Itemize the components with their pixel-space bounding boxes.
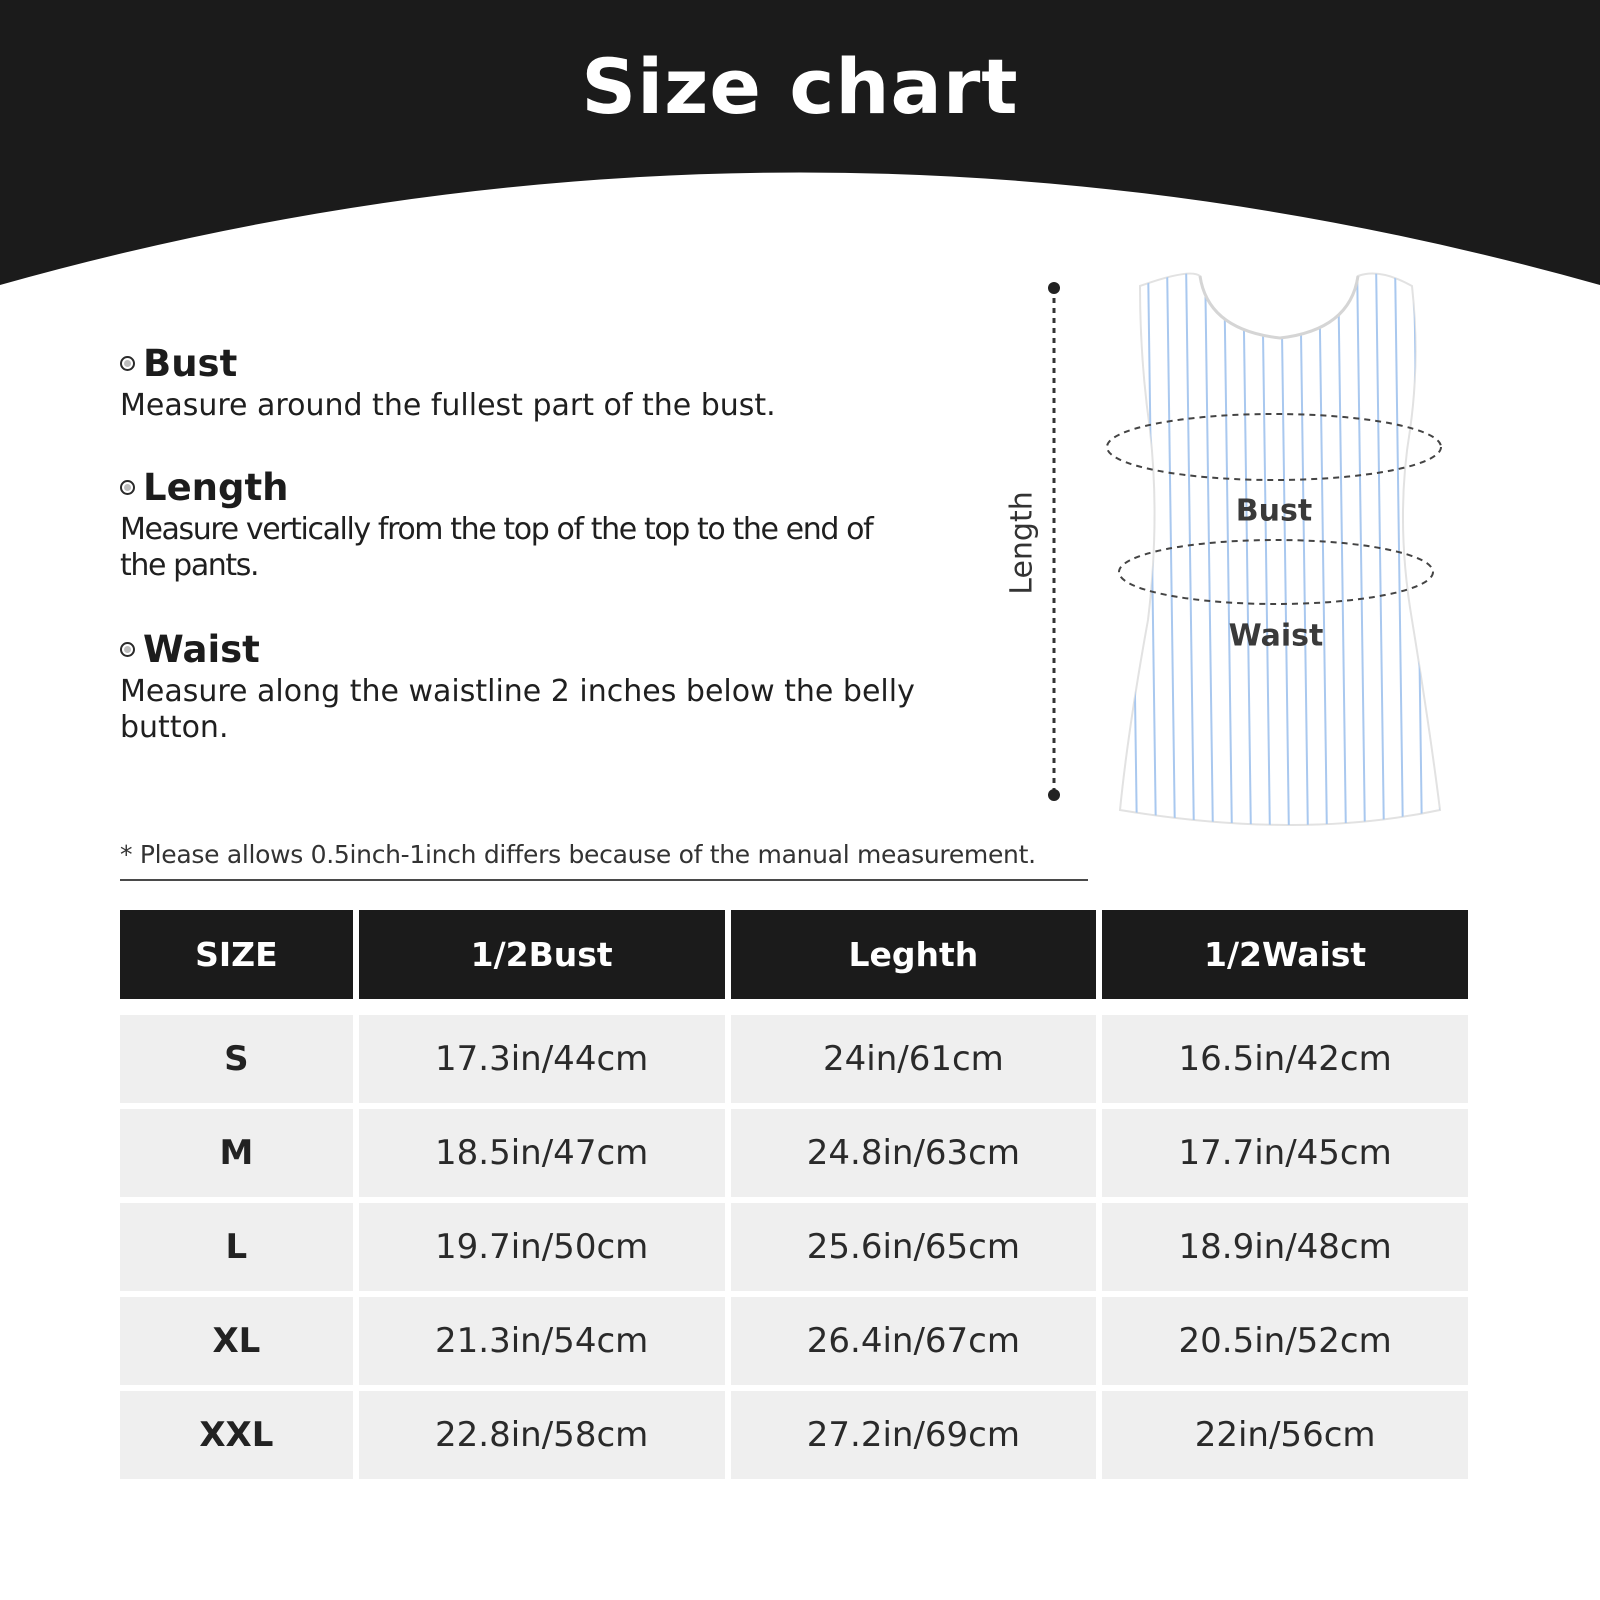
length-label: Length xyxy=(1004,491,1040,595)
bust-cell: 22.8in/58cm xyxy=(359,1391,725,1479)
waist-cell: 16.5in/42cm xyxy=(1102,1015,1468,1109)
table-row xyxy=(120,1391,1468,1479)
tank-top-diagram xyxy=(980,260,1460,840)
size-cell: S xyxy=(120,1015,353,1109)
table-row xyxy=(120,1015,1468,1109)
waist-cell: 22in/56cm xyxy=(1102,1391,1468,1479)
waist-cell: 18.9in/48cm xyxy=(1102,1203,1468,1297)
bust-cell: 18.5in/47cm xyxy=(359,1109,725,1203)
size-cell: XL xyxy=(120,1297,353,1391)
header-bust: 1/2Bust xyxy=(359,910,725,999)
bust-cell: 21.3in/54cm xyxy=(359,1297,725,1391)
garment-stripe xyxy=(1433,260,1441,840)
bust-cell: 17.3in/44cm xyxy=(359,1015,725,1109)
bullet-icon xyxy=(120,356,135,371)
length-endpoint-top xyxy=(1048,282,1060,294)
page-title: Size chart xyxy=(581,42,1019,131)
length-endpoint-bottom xyxy=(1048,789,1060,801)
length-cell: 24in/61cm xyxy=(731,1015,1097,1109)
table-row xyxy=(120,1297,1468,1391)
measurement-length xyxy=(120,464,920,584)
waist-cell: 17.7in/45cm xyxy=(1102,1109,1468,1203)
size-cell: XXL xyxy=(120,1391,353,1479)
measurement-waist xyxy=(120,626,940,746)
length-cell: 26.4in/67cm xyxy=(731,1297,1097,1391)
header-waist: 1/2Waist xyxy=(1102,910,1468,999)
table-row xyxy=(120,1109,1468,1203)
table-row xyxy=(120,1203,1468,1297)
bust-label: Bust xyxy=(1235,493,1313,529)
measurement-title: Waist xyxy=(143,627,260,671)
length-cell: 24.8in/63cm xyxy=(731,1109,1097,1203)
length-cell: 25.6in/65cm xyxy=(731,1203,1097,1297)
measurement-bust xyxy=(120,340,960,424)
bullet-icon xyxy=(120,642,135,657)
size-table xyxy=(114,910,1474,1479)
bullet-icon xyxy=(120,480,135,495)
size-cell: L xyxy=(120,1203,353,1297)
measurement-description: Measure around the fullest part of the bust. xyxy=(120,388,776,423)
length-cell: 27.2in/69cm xyxy=(731,1391,1097,1479)
header-length: Leghth xyxy=(731,910,1097,999)
garment-stripe xyxy=(1110,260,1118,840)
waist-cell: 20.5in/52cm xyxy=(1102,1297,1468,1391)
size-cell: M xyxy=(120,1109,353,1203)
measurement-note: * Please allows 0.5inch-1inch differs because of the manual measurement. xyxy=(120,840,1088,881)
bust-cell: 19.7in/50cm xyxy=(359,1203,725,1297)
measurement-description: Measure along the waistline 2 inches below the belly button. xyxy=(120,674,915,745)
measurement-description: Measure vertically from the top of the top to the end of the pants. xyxy=(120,512,873,583)
table-header-row xyxy=(120,910,1468,999)
measurement-title: Length xyxy=(143,465,289,509)
waist-label: Waist xyxy=(1228,618,1324,654)
measurement-title: Bust xyxy=(143,341,238,385)
header-size: SIZE xyxy=(120,910,353,999)
